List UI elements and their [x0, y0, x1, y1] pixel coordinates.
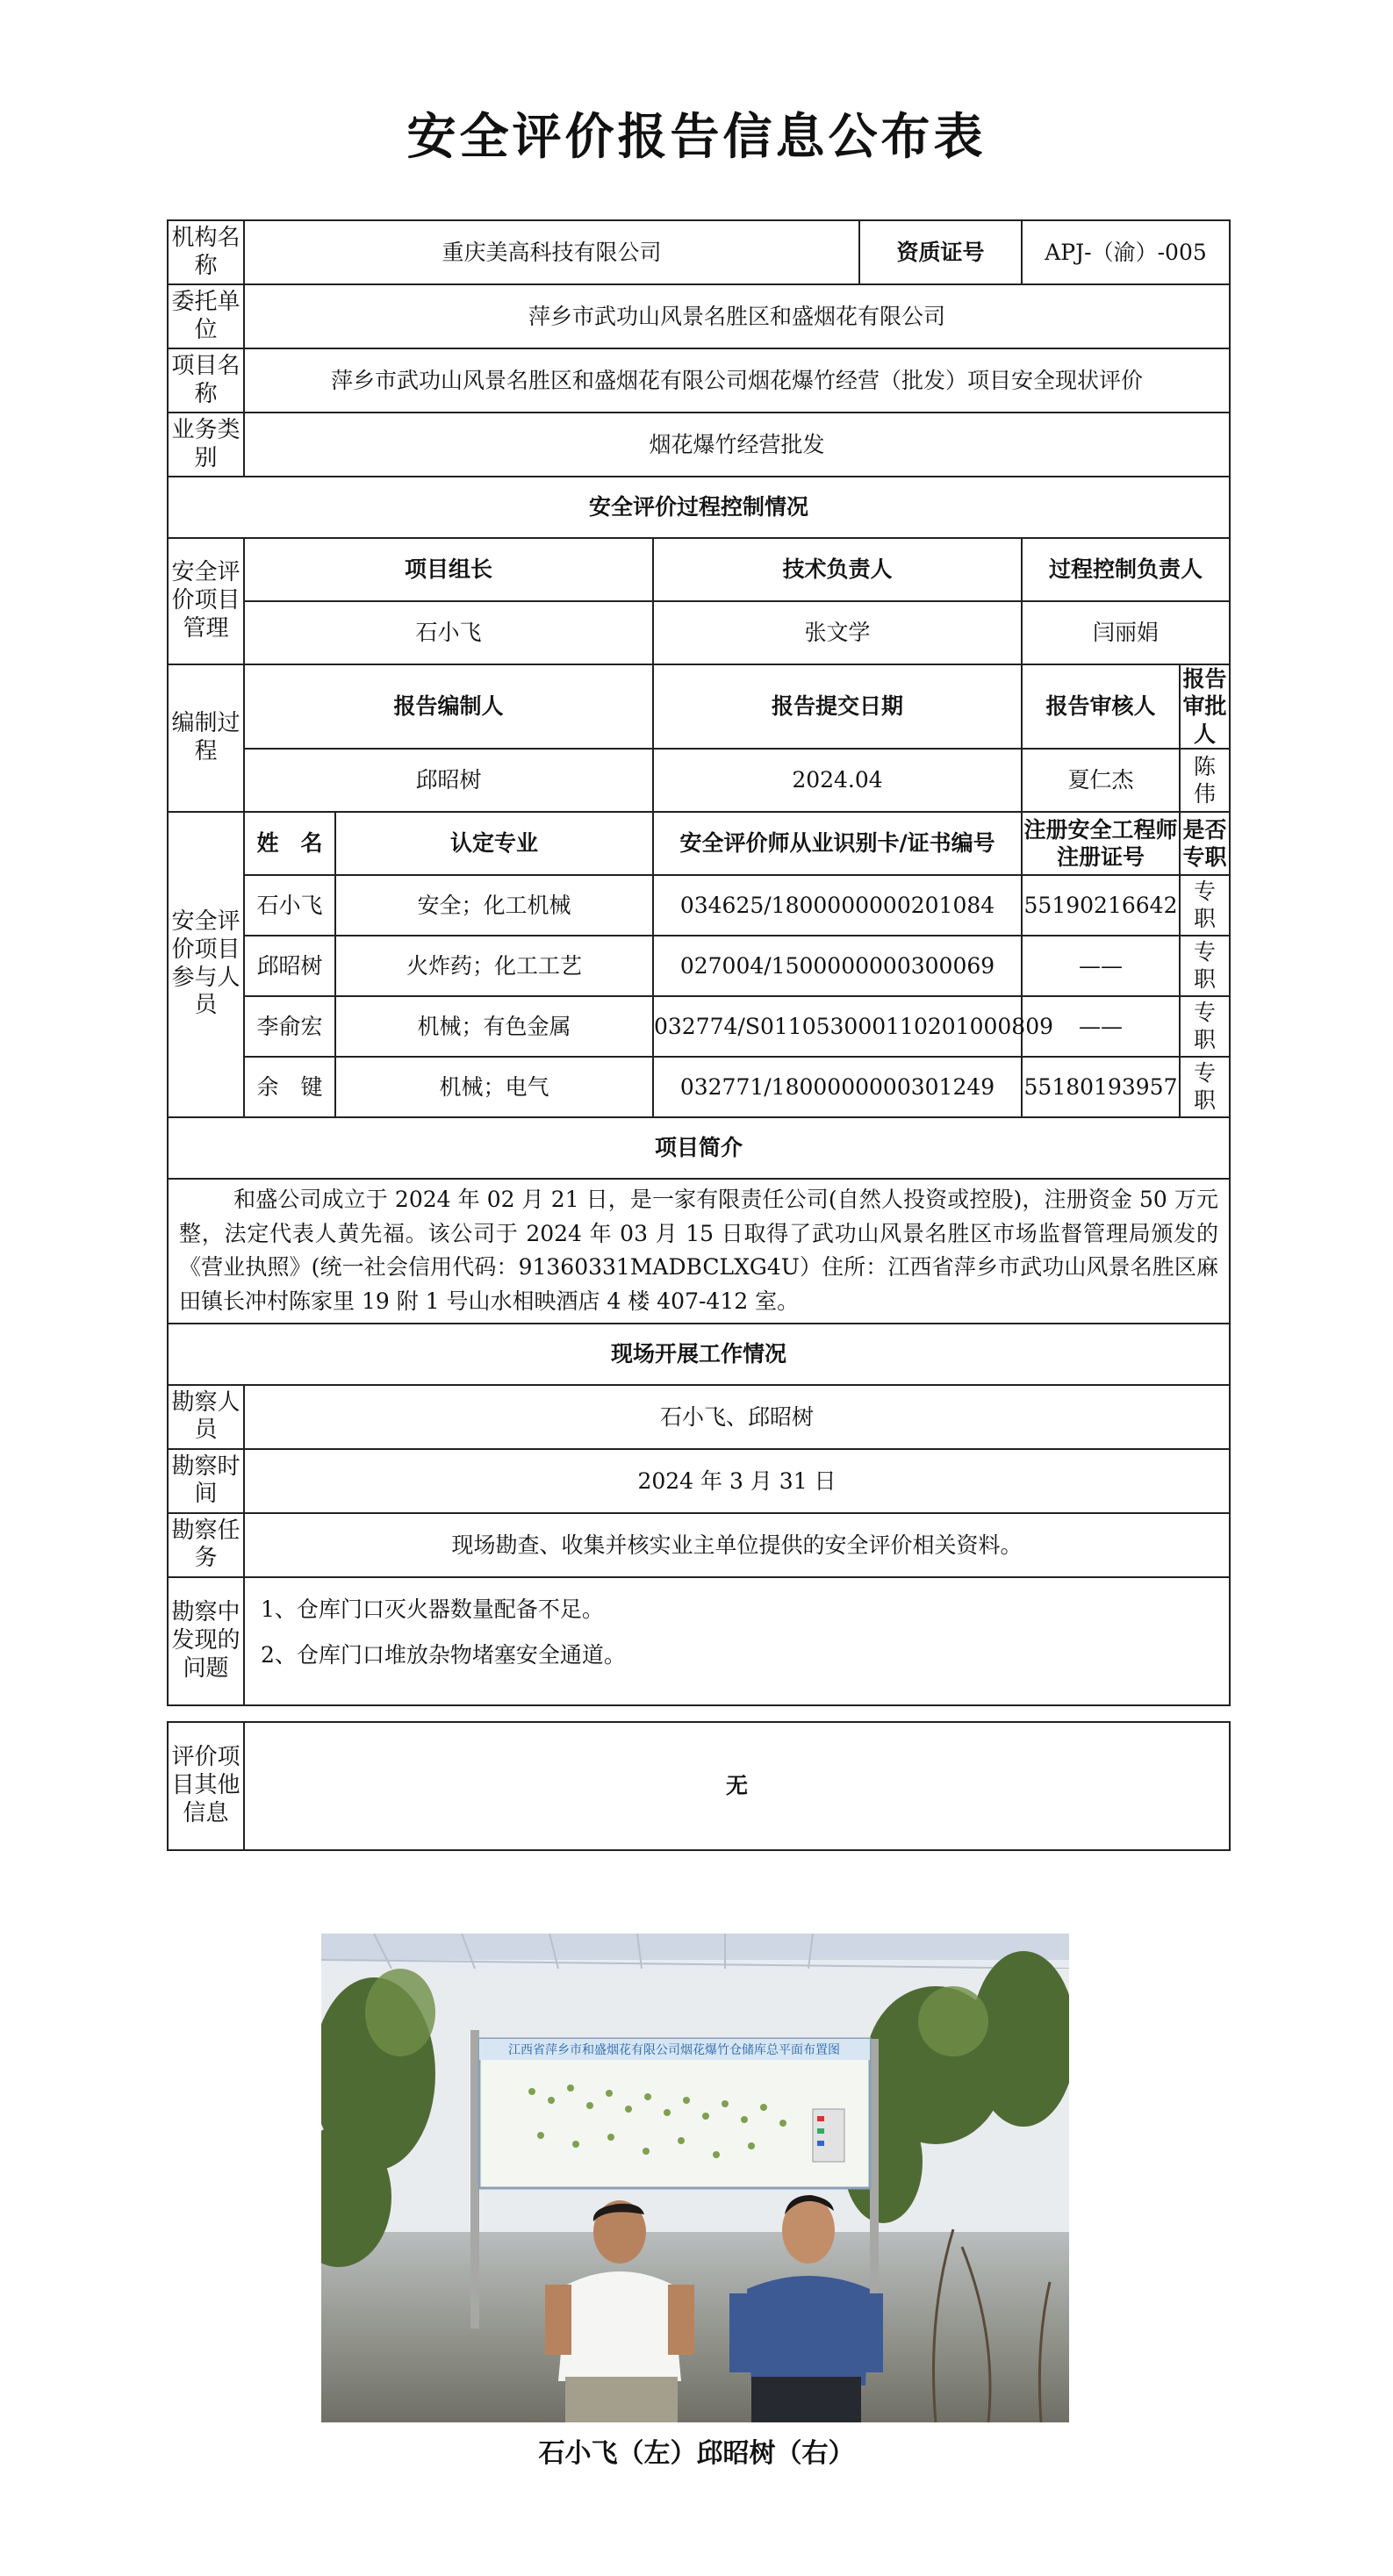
participant-major: 机械；有色金属	[335, 996, 653, 1057]
site-time-value: 2024 年 3 月 31 日	[244, 1449, 1230, 1513]
participant-fulltime: 专 职	[1180, 996, 1230, 1057]
site-task-value: 现场勘查、收集并核实业主单位提供的安全评价相关资料。	[244, 1513, 1230, 1577]
site-issues-label: 勘察中发现的问题	[168, 1577, 244, 1705]
participant-name: 石小飞	[244, 875, 335, 936]
other-info-table	[167, 1721, 1231, 1851]
management-value: 闫丽娟	[1022, 601, 1230, 664]
participant-card: 032771/1800000000301249	[653, 1057, 1022, 1117]
intro-text: 和盛公司成立于 2024 年 02 月 21 日，是一家有限责任公司(自然人投资或控股)，注册资金 50 万元整，法定代表人黄先福。该公司于 2024 年 03 月 15 日取得了武功山风景名胜区市场监督管理局颁发的《营业执照》(统一社会信用代码：91360331MADBCLXG4U）住所：江西省萍乡市武功山风景名胜区麻田镇长冲村陈家里 19 附 1 号山水相映酒店 4 楼 407-412 室。	[179, 1186, 1219, 1314]
participant-fulltime: 专 职	[1180, 1057, 1230, 1117]
compile-value: 2024.04	[653, 749, 1022, 812]
compile-value: 陈 伟	[1180, 749, 1230, 812]
table-row	[168, 936, 1230, 996]
person-left	[545, 2200, 694, 2422]
other-label: 评价项目其他信息	[168, 1722, 244, 1850]
management-value: 张文学	[653, 601, 1022, 664]
table-row	[168, 875, 1230, 936]
participants-header: 认定专业	[335, 812, 653, 875]
management-header: 项目组长	[244, 538, 653, 601]
process-heading: 安全评价过程控制情况	[168, 477, 1230, 538]
compile-header: 报告编制人	[244, 664, 653, 749]
site-task-label: 勘察任务	[168, 1513, 244, 1577]
compile-label: 编制过程	[168, 664, 244, 812]
participants-header: 注册安全工程师注册证号	[1022, 812, 1180, 875]
participant-name: 余 键	[244, 1057, 335, 1117]
participant-name: 邱昭树	[244, 936, 335, 996]
participant-card: 027004/1500000000300069	[653, 936, 1022, 996]
project-value: 萍乡市武功山风景名胜区和盛烟花有限公司烟花爆竹经营（批发）项目安全现状评价	[244, 348, 1230, 413]
compile-header: 报告审批人	[1180, 664, 1230, 749]
participants-header: 姓 名	[244, 812, 335, 875]
compile-header: 报告提交日期	[653, 664, 1022, 749]
table-row	[168, 1057, 1230, 1117]
participant-major: 火炸药；化工工艺	[335, 936, 653, 996]
participants-label: 安全评价项目参与人员	[168, 812, 244, 1117]
management-value: 石小飞	[244, 601, 653, 664]
participants-header: 是否专职	[1180, 812, 1230, 875]
site-photo	[321, 1934, 1069, 2422]
project-label: 项目名称	[168, 348, 244, 413]
site-staff-value: 石小飞、邱昭树	[244, 1385, 1230, 1449]
site-heading: 现场开展工作情况	[168, 1324, 1230, 1385]
participant-card: 034625/1800000000201084	[653, 875, 1022, 936]
site-issues-list	[244, 1577, 1230, 1705]
org-value: 重庆美高科技有限公司	[244, 220, 859, 284]
management-header: 过程控制负责人	[1022, 538, 1230, 601]
info-table	[167, 219, 1239, 1706]
table-row	[168, 996, 1230, 1057]
photo-caption: 石小飞（左）邱昭树（右）	[538, 2438, 855, 2469]
business-label: 业务类别	[168, 413, 244, 477]
participant-reg: ——	[1022, 996, 1180, 1057]
issue-item: 1、仓库门口灭火器数量配备不足。	[261, 1596, 604, 1622]
org-label: 机构名称	[168, 220, 244, 284]
client-value: 萍乡市武功山风景名胜区和盛烟花有限公司	[244, 284, 1230, 348]
participant-reg: 55190216642	[1022, 875, 1180, 936]
compile-header: 报告审核人	[1022, 664, 1180, 749]
participant-reg: ——	[1022, 936, 1180, 996]
participant-fulltime: 专 职	[1180, 875, 1230, 936]
management-header: 技术负责人	[653, 538, 1022, 601]
business-value: 烟花爆竹经营批发	[244, 413, 1230, 477]
page-title: 安全评价报告信息公布表	[406, 108, 987, 166]
other-value: 无	[244, 1722, 1230, 1850]
participant-name: 李俞宏	[244, 996, 335, 1057]
sign-title: 江西省萍乡市和盛烟花有限公司烟花爆竹仓储库总平面布置图	[508, 2043, 840, 2057]
client-label: 委托单位	[168, 284, 244, 348]
site-time-label: 勘察时间	[168, 1449, 244, 1513]
participant-reg: 55180193957	[1022, 1057, 1180, 1117]
site-photo-illustration	[321, 1934, 1069, 2422]
cert-value: APJ-（渝）-005	[1022, 220, 1230, 284]
participants-header: 安全评价师从业识别卡/证书编号	[653, 812, 1022, 875]
participant-major: 机械；电气	[335, 1057, 653, 1117]
intro-heading: 项目简介	[168, 1117, 1230, 1179]
issue-item: 2、仓库门口堆放杂物堵塞安全通道。	[261, 1642, 626, 1668]
intro-cell	[168, 1179, 1230, 1324]
intro-paragraph	[169, 1180, 1229, 1323]
management-label: 安全评价项目管理	[168, 538, 244, 664]
compile-value: 邱昭树	[244, 749, 653, 812]
participant-fulltime: 专 职	[1180, 936, 1230, 996]
cert-label: 资质证号	[859, 220, 1022, 284]
compile-value: 夏仁杰	[1022, 749, 1180, 812]
participant-card: 032774/S011053000110201000809	[653, 996, 1022, 1057]
participant-major: 安全；化工机械	[335, 875, 653, 936]
site-staff-label: 勘察人员	[168, 1385, 244, 1449]
